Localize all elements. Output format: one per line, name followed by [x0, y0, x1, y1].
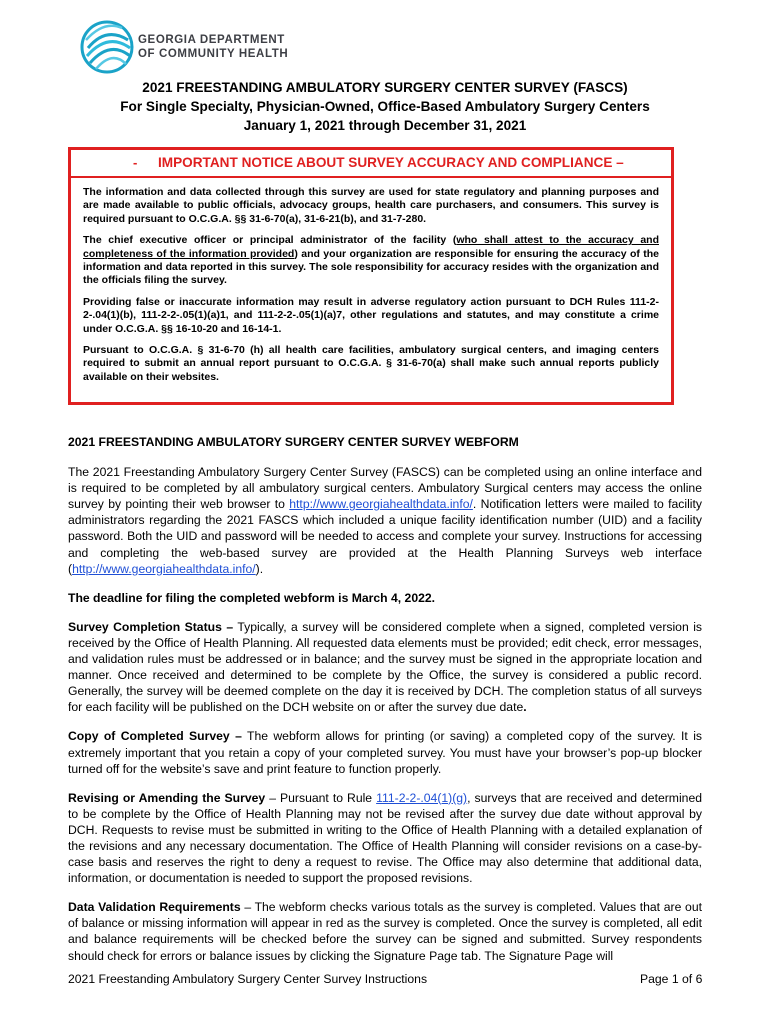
notice-paragraph-2: [83, 234, 659, 288]
title-line-2: For Single Specialty, Physician-Owned, Office-Based Ambulatory Surgery Centers: [120, 99, 650, 114]
completion-status-end: .: [523, 700, 527, 715]
revising-paragraph: [68, 790, 702, 887]
dch-logo: [78, 18, 318, 76]
main-content: [68, 434, 702, 977]
document-title: [40, 78, 730, 135]
copy-survey-label: Copy of Completed Survey –: [68, 729, 242, 744]
notice-p2-end: ) and your organization are responsible for ensuring the accuracy of the information and data reported in this survey. The sole responsibility for accuracy resides with the organization and the officials filing the survey.: [83, 247, 660, 287]
logo-line-1: GEORGIA DEPARTMENT: [138, 34, 285, 46]
revising-text-1: – Pursuant to Rule: [265, 790, 377, 805]
logo-wordmark: [138, 33, 288, 61]
notice-paragraph-1: The information and data collected through this survey are used for state regulatory and planning purposes and are made available to public officials, advocacy groups, health care purchasers, and consumers. This survey is required pursuant to O.C.G.A. §§ 31-6-70(a), 31-6-21(b), and 31-7-280.: [83, 186, 659, 225]
title-line-3: January 1, 2021 through December 31, 2021: [243, 118, 527, 133]
copy-survey-paragraph: [68, 728, 702, 776]
validation-paragraph: [68, 899, 702, 963]
notice-body: [83, 186, 659, 392]
intro-text-3: ).: [255, 561, 264, 576]
validation-text: – The webform checks various totals as the survey is completed. Values that are out of balance or missing information will appear in red as the survey is completed. Once the survey is completed, all edit and balance requirements will be checked before the survey can be signed and submitted. Survey respondents should check for errors or balance issues by clicking the Signature Page tab. The Signature Page will: [68, 900, 702, 963]
section-heading: 2021 FREESTANDING AMBULATORY SURGERY CENTER SURVEY WEBFORM: [68, 435, 519, 449]
validation-label: Data Validation Requirements: [68, 900, 241, 915]
georgiahealthdata-link-1[interactable]: http://www.georgiahealthdata.info/: [289, 497, 473, 512]
notice-paragraph-3: Providing false or inaccurate information may result in adverse regulatory action pursuant to DCH Rules 111-2-2-.04(1)(b), 111-2-2-.05(1)(a)1, and 111-2-2-.05(1)(a)7, other regulations and statutes, and may constitute a crime under O.C.G.A. §§ 16-10-20 and 16-14-1.: [83, 295, 659, 335]
revising-text-2: , surveys that are received and determined to be complete by the Office of Health Planning may not be revised after the survey due date without approval by DCH. Requests to revise must be submitted in writing to the Office of Health Planning with a detailed explanation of the revisions and any necessary documentation. The Office of Health Planning will consider revisions on a case-by-case basis and reserves the right to deny a request to revise. The Office may also determine that additional data, information, or documentation is needed to support the proposed revisions.: [68, 790, 703, 886]
intro-text-1: The 2021 Freestanding Ambulatory Surgery Center Survey (FASCS) can be completed using an online interface and is required to be completed by all ambulatory surgical centers. Ambulatory Surgical centers may access the online survey by pointing their web browser to: [68, 465, 702, 512]
notice-bullet: -: [133, 155, 138, 170]
important-notice-box: [68, 147, 674, 405]
notice-p2-underlined: who shall attest to the accuracy and completeness of the information provided: [83, 234, 659, 260]
notice-title: IMPORTANT NOTICE ABOUT SURVEY ACCURACY AND COMPLIANCE –: [158, 155, 624, 170]
dch-swirl-logo-icon: [78, 18, 136, 76]
notice-paragraph-4: Pursuant to O.C.G.A. § 31-6-70 (h) all health care facilities, ambulatory surgical centers, and imaging centers required to submit an annual report pursuant to O.C.G.A. § 31-6-70(a) shall make such annual reports publicly available on their websites.: [83, 344, 659, 383]
completion-status-paragraph: [68, 619, 702, 716]
copy-survey-text: The webform allows for printing (or saving) a completed copy of the survey. It is extremely important that you retain a copy of your completed survey. You must have your browser’s pop-up blocker turned off for the website’s save and print feature to function properly.: [68, 729, 702, 776]
intro-text-2: . Notification letters were mailed to facility administrators regarding the 2021 FASCS which included a unique facility identification number (UID) and a facility password. Both the UID and password will be needed to access and complete your survey. Instructions for accessing and completing the web-based survey are provided at the Health Planning Surveys web interface (: [68, 497, 702, 576]
completion-status-label: Survey Completion Status –: [68, 619, 234, 634]
logo-line-2: OF COMMUNITY HEALTH: [138, 48, 289, 60]
revising-label: Revising or Amending the Survey: [68, 790, 266, 805]
notice-header: [71, 150, 671, 178]
footer-document-name: 2021 Freestanding Ambulatory Surgery Center Survey Instructions: [68, 972, 428, 986]
deadline-statement: The deadline for filing the completed webform is March 4, 2022.: [68, 590, 436, 605]
intro-paragraph: [68, 464, 702, 577]
completion-status-text: Typically, a survey will be considered complete when a signed, completed version is received by the Office of Health Planning. All requested data elements must be provided; edit check, error messages, and validation rules must be addressed or in balance; and the survey must be signed in the appropriate location and manner. Once received and determined to be complete by the Office, the survey is considered a public record. Generally, the survey will be deemed complete on the day it is received by DCH. The completion status of all surveys for each facility will be published on the DCH website on or after the survey due date: [68, 619, 703, 715]
title-line-1: 2021 FREESTANDING AMBULATORY SURGERY CENTER SURVEY (FASCS): [142, 80, 628, 95]
georgiahealthdata-link-2[interactable]: http://www.georgiahealthdata.info/: [72, 561, 256, 576]
notice-p2-start: The chief executive officer or principal administrator of the facility (: [83, 234, 457, 247]
rule-link[interactable]: 111-2-2-.04(1)(g): [376, 790, 468, 805]
footer-page-number: Page 1 of 6: [640, 972, 703, 986]
